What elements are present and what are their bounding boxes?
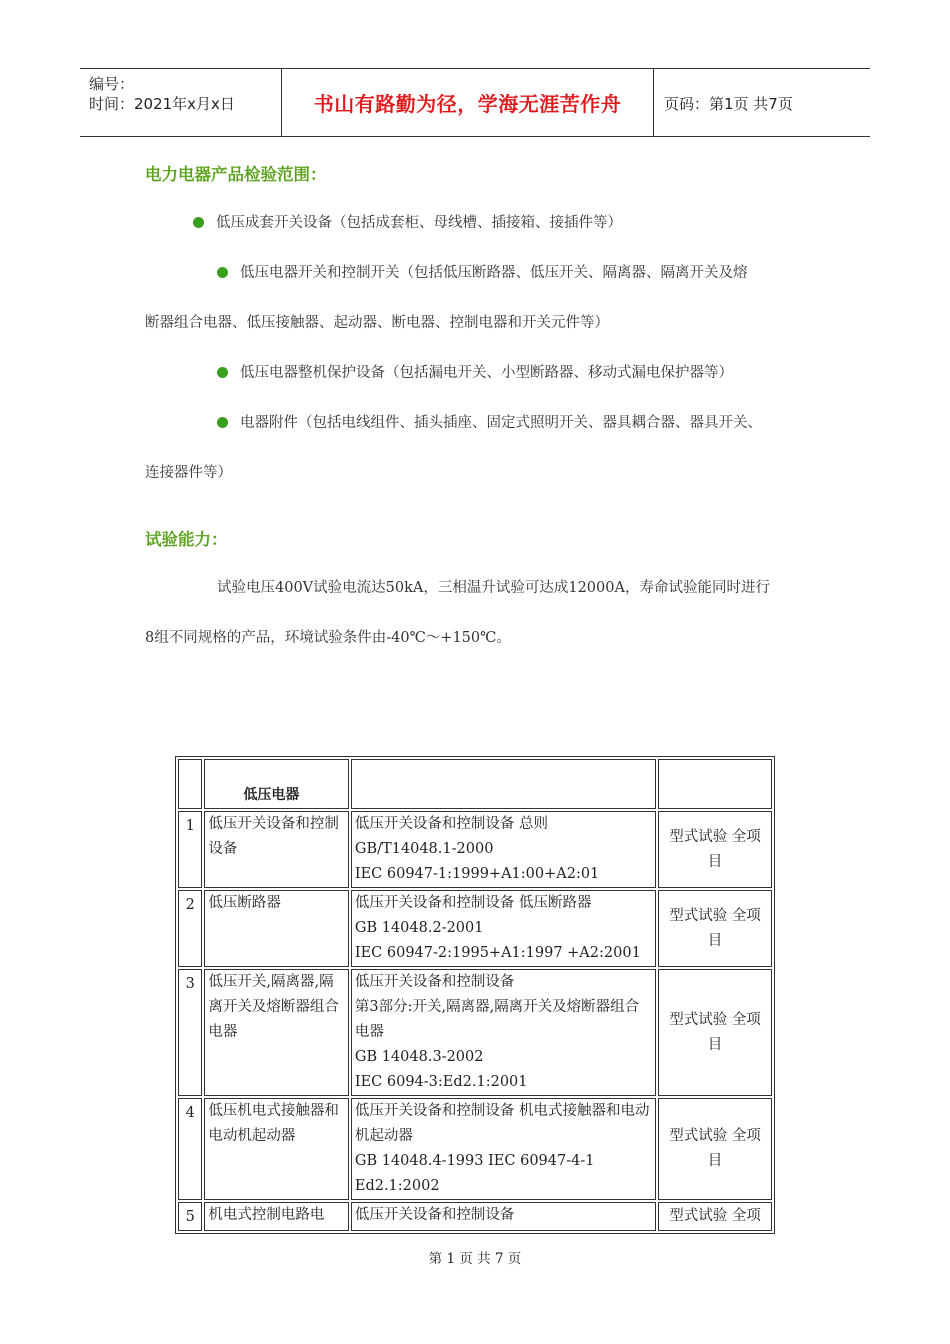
header-meta xyxy=(80,69,282,136)
header-page-info: 页码：第1页 共7页 xyxy=(664,95,793,113)
row-standard: 低压开关设备和控制设备 xyxy=(351,1202,656,1231)
section-heading-scope: 电力电器产品检验范围： xyxy=(145,165,327,184)
table-row xyxy=(178,1098,772,1200)
bullet-icon xyxy=(217,367,228,378)
header-motto-cell xyxy=(282,69,654,136)
row-test-type: 型式试验 全项 xyxy=(658,1202,772,1231)
bullet-item xyxy=(193,211,622,232)
header-motto: 书山有路勤为径，学海无涯苦作舟 xyxy=(313,92,622,116)
capability-text-line: 试验电压400V试验电流达50kA，三相温升试验可达成12000A，寿命试验能同时进行 xyxy=(217,580,770,596)
section-heading-capability: 试验能力： xyxy=(145,530,228,549)
page-header xyxy=(80,68,870,137)
row-standard: 低压开关设备和控制设备 第3部分:开关,隔离器,隔离开关及熔断器组合电器 GB 14048.3-2002 IEC 6094-3:Ed2.1:2001 xyxy=(351,969,656,1096)
table-row xyxy=(178,1202,772,1231)
table-row xyxy=(178,969,772,1096)
bullet-item xyxy=(217,411,762,432)
row-product-name: 低压机电式接触器和电动机起动器 xyxy=(204,1098,348,1200)
row-product-name: 低压断路器 xyxy=(204,890,348,967)
bullet-item xyxy=(217,361,733,382)
bullet-item xyxy=(217,261,748,282)
row-product-name: 机电式控制电路电 xyxy=(204,1202,348,1231)
row-number: 3 xyxy=(178,969,202,1096)
row-test-type: 型式试验 全项目 xyxy=(658,969,772,1096)
page-footer: 第 1 页 共 7 页 xyxy=(428,1251,522,1267)
bullet-text: 低压电器开关和控制开关（包括低压断路器、低压开关、隔离器、隔离开关及熔 xyxy=(240,265,748,281)
table-row xyxy=(178,811,772,888)
doc-number-label: 编号： xyxy=(89,75,135,93)
table-header-category: 低压电器 xyxy=(204,759,348,809)
row-test-type: 型式试验 全项目 xyxy=(658,1098,772,1200)
capability-text-line: 8组不同规格的产品，环境试验条件由-40℃～+150℃。 xyxy=(145,630,511,646)
row-product-name: 低压开关设备和控制设备 xyxy=(204,811,348,888)
row-standard: 低压开关设备和控制设备 低压断路器 GB 14048.2-2001 IEC 60947-2:1995+A1:1997 +A2:2001 xyxy=(351,890,656,967)
bullet-icon xyxy=(193,217,204,228)
row-number: 5 xyxy=(178,1202,202,1231)
bullet-text: 低压成套开关设备（包括成套柜、母线槽、插接箱、接插件等） xyxy=(216,215,622,231)
bullet-text: 电器附件（包括电线组件、插头插座、固定式照明开关、器具耦合器、器具开关、 xyxy=(240,415,762,431)
doc-time-label: 时间：2021年x月x日 xyxy=(89,95,235,113)
row-test-type: 型式试验 全项目 xyxy=(658,811,772,888)
standards-table xyxy=(175,756,775,1228)
table-row xyxy=(178,890,772,967)
bullet-icon xyxy=(217,267,228,278)
row-number: 2 xyxy=(178,890,202,967)
bullet-continuation: 连接器件等） xyxy=(145,465,232,481)
row-standard: 低压开关设备和控制设备 总则 GB/T14048.1-2000 IEC 60947-1:1999+A1:00+A2:01 xyxy=(351,811,656,888)
row-number: 1 xyxy=(178,811,202,888)
bullet-continuation: 断器组合电器、低压接触器、起动器、断电器、控制电器和开关元件等） xyxy=(145,315,609,331)
row-number: 4 xyxy=(178,1098,202,1200)
table-header-row xyxy=(178,759,772,809)
bullet-icon xyxy=(217,417,228,428)
bullet-text: 低压电器整机保护设备（包括漏电开关、小型断路器、移动式漏电保护器等） xyxy=(240,365,733,381)
row-standard: 低压开关设备和控制设备 机电式接触器和电动机起动器 GB 14048.4-1993 IEC 60947-4-1 Ed2.1:2002 xyxy=(351,1098,656,1200)
row-test-type: 型式试验 全项目 xyxy=(658,890,772,967)
row-product-name: 低压开关,隔离器,隔离开关及熔断器组合电器 xyxy=(204,969,348,1096)
